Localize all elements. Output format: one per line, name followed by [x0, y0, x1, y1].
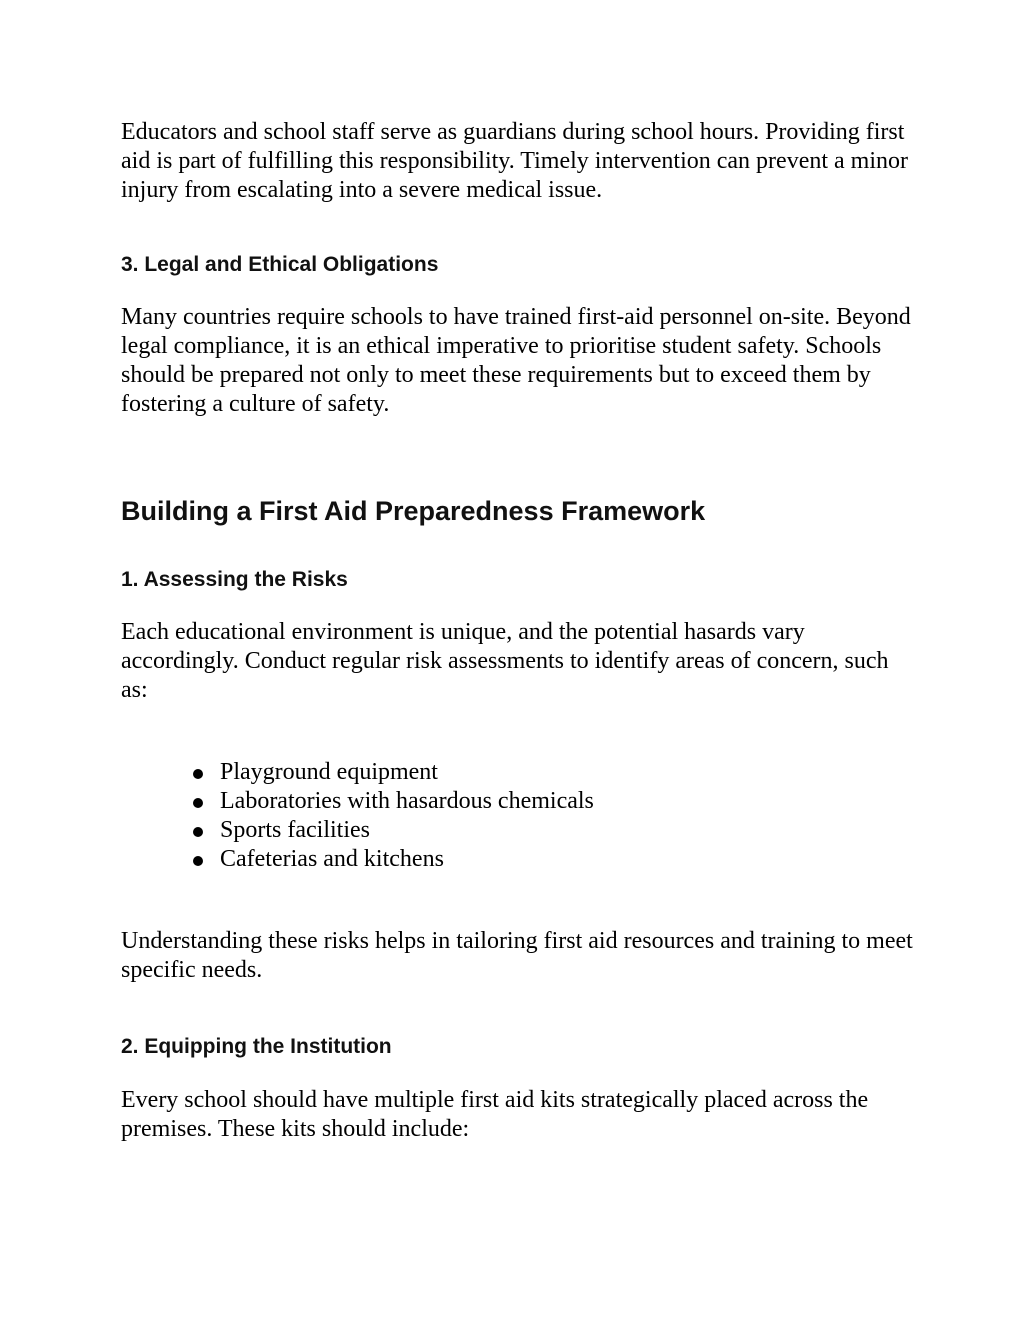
list-item: Playground equipment	[186, 758, 921, 787]
risks-closing-paragraph: Understanding these risks helps in tailoring first aid resources and training to meet specific needs.	[121, 928, 913, 983]
intro-paragraph: Educators and school staff serve as guardians during school hours. Providing first aid is part of fulfilling this responsibility. Timely intervention can prevent a minor injury from escalating into a severe medical issue.	[121, 119, 908, 203]
document-page	[121, 118, 921, 1144]
risk-areas-list	[121, 758, 921, 874]
assessing-risks-heading: 1. Assessing the Risks	[121, 568, 348, 591]
bullet-icon	[193, 769, 203, 779]
bullet-icon	[193, 827, 203, 837]
list-item: Laboratories with hasardous chemicals	[186, 787, 921, 816]
list-item: Sports facilities	[186, 816, 921, 845]
assessing-risks-paragraph: Each educational environment is unique, and the potential hasards vary accordingly. Conduct regular risk assessments to identify areas of concern, such as:	[121, 619, 889, 703]
list-item: Cafeterias and kitchens	[186, 845, 921, 874]
legal-obligations-heading: 3. Legal and Ethical Obligations	[121, 253, 439, 276]
bullet-icon	[193, 856, 203, 866]
framework-heading: Building a First Aid Preparedness Framework	[121, 496, 706, 526]
legal-obligations-paragraph: Many countries require schools to have trained first-aid personnel on-site. Beyond legal compliance, it is an ethical imperative to prioritise student safety. Schools should be prepared not only to meet these requirements but to exceed them by fostering a culture of safety.	[121, 304, 911, 417]
equipping-heading: 2. Equipping the Institution	[121, 1035, 392, 1058]
bullet-icon	[193, 798, 203, 808]
equipping-paragraph: Every school should have multiple first aid kits strategically placed across the premises. These kits should include:	[121, 1087, 869, 1142]
